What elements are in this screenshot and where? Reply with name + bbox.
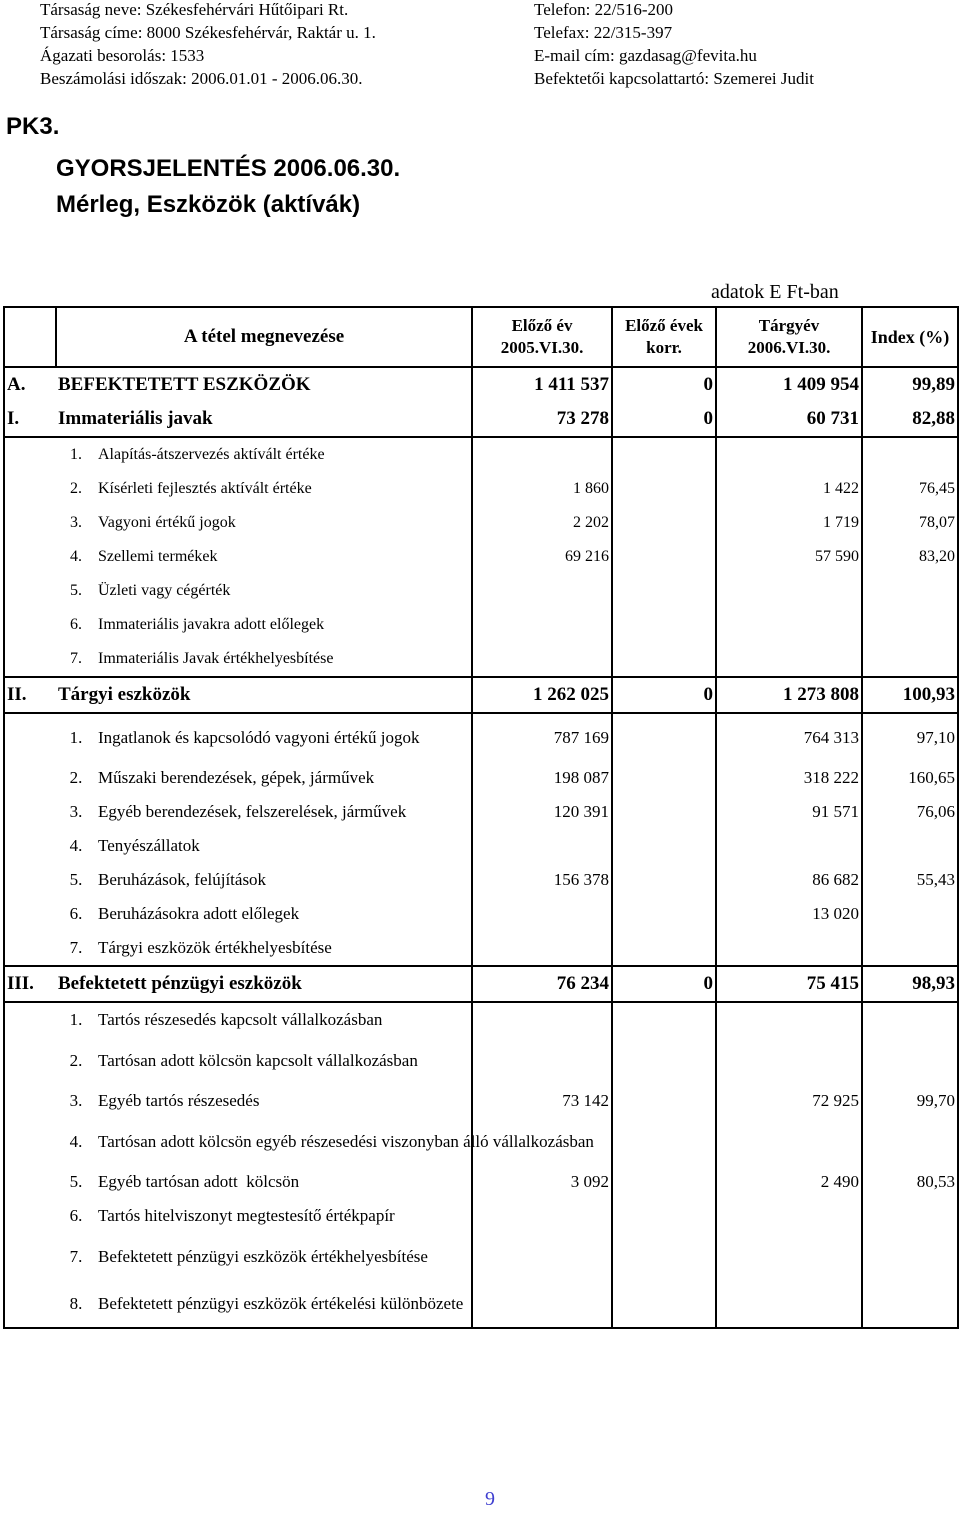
- table-cell: 6.: [70, 616, 82, 633]
- table-cell: [612, 1084, 716, 1118]
- table-cell: 1 262 025: [472, 677, 612, 713]
- table-cell: [472, 1037, 612, 1084]
- table-cell: [716, 829, 862, 863]
- table-row: [4, 437, 958, 472]
- table-cell: Egyéb tartósan adott kölcsön: [96, 1165, 472, 1199]
- table-cell: 91 571: [716, 795, 862, 829]
- table-cell: 76 234: [472, 966, 612, 1002]
- section-label: Befektetett pénzügyi eszközök: [56, 966, 472, 1002]
- table-cell: Tartósan adott kölcsön kapcsolt vállalkozásban: [96, 1037, 472, 1084]
- table-cell: 3 092: [472, 1165, 612, 1199]
- table-row: [4, 642, 958, 677]
- table-cell: 1 422: [716, 472, 862, 506]
- table-row: [4, 540, 958, 574]
- col-header-prev: [472, 307, 612, 367]
- table-row: [4, 761, 958, 795]
- table-row: [4, 829, 958, 863]
- table-cell: Üzleti vagy cégérték: [96, 574, 472, 608]
- table-cell: 1.: [69, 728, 83, 747]
- col-header-index: Index (%): [862, 307, 958, 367]
- table-cell: [612, 1002, 716, 1037]
- table-row: [4, 472, 958, 506]
- email: E-mail cím: gazdasag@fevita.hu: [534, 46, 757, 65]
- section-row-i: [4, 402, 958, 437]
- report-subtitle: Mérleg, Eszközök (aktívák): [56, 191, 361, 218]
- table-cell: [862, 642, 958, 677]
- table-cell: 2 202: [472, 506, 612, 540]
- table-cell: A.: [4, 367, 56, 402]
- table-cell: 75 415: [716, 966, 862, 1002]
- header-text: 2005.VI.30.: [500, 338, 584, 357]
- table-cell: [716, 574, 862, 608]
- table-cell: [472, 1199, 612, 1233]
- table-cell: 6.: [69, 904, 83, 923]
- table-cell: [862, 437, 958, 472]
- table-cell: [716, 642, 862, 677]
- table-cell: Beruházások, felújítások: [96, 863, 472, 897]
- table-cell: 83,20: [862, 540, 958, 574]
- table-cell: 787 169: [472, 713, 612, 761]
- table-cell: [612, 437, 716, 472]
- table-cell: 57 590: [716, 540, 862, 574]
- table-cell: 5.: [69, 1172, 83, 1191]
- table-cell: Kísérleti fejlesztés aktívált értéke: [96, 472, 472, 506]
- table-cell: [4, 540, 56, 574]
- table-cell: [612, 795, 716, 829]
- table-cell: [862, 1118, 958, 1165]
- table-cell: Egyéb tartós részesedés: [96, 1084, 472, 1118]
- table-cell: [4, 1233, 56, 1280]
- table-cell: 13 020: [716, 897, 862, 931]
- table-cell: [472, 931, 612, 966]
- company-info-left: [40, 0, 376, 90]
- section-row-a: [4, 367, 958, 402]
- table-cell: [472, 829, 612, 863]
- table-cell: [4, 863, 56, 897]
- table-cell: [4, 642, 56, 677]
- table-cell: Egyéb berendezések, felszerelések, járművek: [96, 795, 472, 829]
- table-cell: 4.: [70, 548, 82, 565]
- table-row: [4, 1037, 958, 1084]
- table-cell: 3.: [69, 1091, 83, 1110]
- table-cell: 0: [612, 966, 716, 1002]
- table-cell: [716, 1233, 862, 1280]
- table-cell: [4, 1002, 56, 1037]
- table-cell: 1.: [69, 1010, 83, 1029]
- table-cell: [612, 713, 716, 761]
- table-cell: 60 731: [716, 402, 862, 437]
- header-text: Tárgyév: [758, 316, 820, 335]
- sector-code: Ágazati besorolás: 1533: [40, 46, 205, 65]
- table-cell: [862, 574, 958, 608]
- table-cell: [862, 1280, 958, 1328]
- table-cell: 72 925: [716, 1084, 862, 1118]
- company-name: Társaság neve: Székesfehérvári Hűtőipari Rt.: [40, 0, 349, 19]
- table-cell: [716, 1118, 862, 1165]
- table-row: [4, 1165, 958, 1199]
- table-cell: [612, 574, 716, 608]
- table-cell: [612, 1037, 716, 1084]
- table-cell: Beruházásokra adott előlegek: [96, 897, 472, 931]
- table-cell: [472, 897, 612, 931]
- table-cell: [612, 931, 716, 966]
- table-cell: 764 313: [716, 713, 862, 761]
- report-title: GYORSJELENTÉS 2006.06.30.: [56, 155, 401, 182]
- table-cell: 2.: [70, 480, 82, 497]
- table-row: [4, 1199, 958, 1233]
- table-cell: [472, 574, 612, 608]
- table-cell: 3.: [70, 514, 82, 531]
- unit-note: adatok E Ft-ban: [711, 281, 839, 303]
- table-cell: 0: [612, 367, 716, 402]
- col-header-corr: [612, 307, 716, 367]
- table-cell: [862, 608, 958, 642]
- table-cell: 78,07: [862, 506, 958, 540]
- table-cell: [716, 608, 862, 642]
- table-cell: 1 273 808: [716, 677, 862, 713]
- section-label: Immateriális javak: [56, 402, 472, 437]
- table-cell: Tartós hitelviszonyt megtestesítő értékpapír: [96, 1199, 472, 1233]
- table-cell: 5.: [69, 870, 83, 889]
- table-cell: [4, 1199, 56, 1233]
- table-header: [4, 307, 958, 367]
- header-text: Előző év: [511, 316, 573, 335]
- table-cell: [862, 931, 958, 966]
- table-cell: [4, 307, 56, 367]
- table-cell: 5.: [70, 582, 82, 599]
- section-row-iii: [4, 966, 958, 1002]
- table-cell: [862, 829, 958, 863]
- phone: Telefon: 22/516-200: [534, 0, 674, 19]
- table-row: [4, 506, 958, 540]
- table-cell: [4, 608, 56, 642]
- table-cell: 1 409 954: [716, 367, 862, 402]
- table-cell: Vagyoni értékű jogok: [96, 506, 472, 540]
- table-cell: [4, 1165, 56, 1199]
- table-cell: [4, 1280, 56, 1328]
- col-header-name: A tétel megnevezése: [56, 307, 472, 367]
- table-cell: [4, 931, 56, 966]
- table-cell: [862, 1233, 958, 1280]
- table-cell: [612, 761, 716, 795]
- table-row: [4, 795, 958, 829]
- table-cell: Alapítás-átszervezés aktívált értéke: [96, 437, 472, 472]
- table-cell: [4, 437, 56, 472]
- table-cell: [4, 1118, 56, 1165]
- table-cell: Befektetett pénzügyi eszközök értékelési különbözete: [96, 1280, 472, 1328]
- table-cell: [716, 1199, 862, 1233]
- section-label: Tárgyi eszközök: [56, 677, 472, 713]
- header-text: korr.: [646, 338, 682, 357]
- table-cell: 2.: [69, 1051, 83, 1070]
- table-row: [4, 574, 958, 608]
- table-row: [4, 1118, 958, 1165]
- table-cell: Tartósan adott kölcsön egyéb részesedési viszonyban álló vállalkozásban: [96, 1118, 472, 1165]
- table-cell: [472, 1233, 612, 1280]
- table-cell: Immateriális Javak értékhelyesbítése: [96, 642, 472, 677]
- table-cell: [612, 1118, 716, 1165]
- table-cell: 198 087: [472, 761, 612, 795]
- table-cell: [612, 540, 716, 574]
- table-cell: 6.: [69, 1206, 83, 1225]
- table-cell: 80,53: [862, 1165, 958, 1199]
- table-cell: Tenyészállatok: [96, 829, 472, 863]
- table-cell: [4, 1084, 56, 1118]
- table-cell: 120 391: [472, 795, 612, 829]
- table-cell: Műszaki berendezések, gépek, járművek: [96, 761, 472, 795]
- table-cell: [612, 897, 716, 931]
- table-cell: 82,88: [862, 402, 958, 437]
- table-cell: Immateriális javakra adott előlegek: [96, 608, 472, 642]
- table-row: [4, 931, 958, 966]
- investor-contact: Befektetői kapcsolattartó: Szemerei Judit: [534, 69, 814, 88]
- table-row: [4, 1233, 958, 1280]
- table-cell: [612, 1199, 716, 1233]
- table-cell: [612, 1280, 716, 1328]
- table-cell: 1.: [70, 446, 82, 463]
- table-cell: [4, 713, 56, 761]
- table-cell: [612, 472, 716, 506]
- table-cell: 100,93: [862, 677, 958, 713]
- table-cell: [472, 1002, 612, 1037]
- table-cell: [4, 472, 56, 506]
- table-cell: [716, 1002, 862, 1037]
- table-cell: [472, 437, 612, 472]
- table-cell: [612, 829, 716, 863]
- table-cell: [4, 897, 56, 931]
- doc-code: PK3.: [6, 113, 60, 140]
- table-cell: 97,10: [862, 713, 958, 761]
- table-cell: [862, 1037, 958, 1084]
- table-cell: Szellemi termékek: [96, 540, 472, 574]
- table-cell: [612, 863, 716, 897]
- table-cell: 7.: [69, 1247, 83, 1266]
- table-cell: III.: [4, 966, 56, 1002]
- table-cell: [716, 1280, 862, 1328]
- table-cell: [862, 897, 958, 931]
- table-cell: [716, 931, 862, 966]
- section-label: BEFEKTETETT ESZKÖZÖK: [56, 367, 472, 402]
- table-cell: Ingatlanok és kapcsolódó vagyoni értékű jogok: [96, 713, 472, 761]
- page-number: 9: [485, 1488, 495, 1510]
- table-row: [4, 713, 958, 761]
- table-cell: 1 411 537: [472, 367, 612, 402]
- table-row: [4, 1002, 958, 1037]
- table-cell: [716, 1037, 862, 1084]
- table-row: [4, 897, 958, 931]
- table-cell: 4.: [69, 836, 83, 855]
- table-cell: 73 142: [472, 1084, 612, 1118]
- table-cell: [472, 608, 612, 642]
- table-cell: 99,89: [862, 367, 958, 402]
- header-text: Előző évek: [625, 316, 703, 335]
- table-row: [4, 863, 958, 897]
- table-cell: 7.: [56, 931, 96, 966]
- reporting-period: Beszámolási időszak: 2006.01.01 - 2006.06.30.: [40, 69, 363, 88]
- table-cell: [4, 829, 56, 863]
- table-cell: 1 860: [472, 472, 612, 506]
- table-row: [4, 1084, 958, 1118]
- table-cell: 73 278: [472, 402, 612, 437]
- table-row: [4, 1280, 958, 1328]
- table-cell: 76,45: [862, 472, 958, 506]
- table-cell: 318 222: [716, 761, 862, 795]
- table-cell: 99,70: [862, 1084, 958, 1118]
- table-cell: 2.: [69, 768, 83, 787]
- table-cell: [612, 1165, 716, 1199]
- table-cell: I.: [4, 402, 56, 437]
- table-cell: II.: [4, 677, 56, 713]
- table-cell: [862, 1199, 958, 1233]
- table-cell: [612, 608, 716, 642]
- table-cell: [4, 795, 56, 829]
- table-cell: [716, 437, 862, 472]
- table-cell: 160,65: [862, 761, 958, 795]
- table-cell: 8.: [56, 1280, 96, 1328]
- col-header-current: [716, 307, 862, 367]
- table-cell: [4, 506, 56, 540]
- table-cell: [612, 642, 716, 677]
- company-address: Társaság címe: 8000 Székesfehérvár, Raktár u. 1.: [40, 23, 376, 42]
- fax: Telefax: 22/315-397: [534, 23, 673, 42]
- table-cell: [4, 761, 56, 795]
- table-cell: 1 719: [716, 506, 862, 540]
- table-cell: [612, 1233, 716, 1280]
- table-cell: 86 682: [716, 863, 862, 897]
- table-cell: [472, 642, 612, 677]
- table-cell: 0: [612, 677, 716, 713]
- table-cell: [472, 1280, 612, 1328]
- company-info-right: [534, 0, 814, 90]
- table-cell: 156 378: [472, 863, 612, 897]
- table-cell: 98,93: [862, 966, 958, 1002]
- table-cell: 0: [612, 402, 716, 437]
- table-cell: 69 216: [472, 540, 612, 574]
- table-cell: [4, 1037, 56, 1084]
- table-cell: 3.: [69, 802, 83, 821]
- balance-sheet-table: [3, 306, 959, 1329]
- table-cell: [862, 1002, 958, 1037]
- table-cell: Tárgyi eszközök értékhelyesbítése: [96, 931, 472, 966]
- section-row-ii: [4, 677, 958, 713]
- table-cell: 2 490: [716, 1165, 862, 1199]
- table-cell: [4, 574, 56, 608]
- table-cell: 7.: [56, 642, 96, 677]
- table-row: [4, 608, 958, 642]
- table-cell: 55,43: [862, 863, 958, 897]
- table-cell: [612, 506, 716, 540]
- table-cell: 76,06: [862, 795, 958, 829]
- table-cell: Tartós részesedés kapcsolt vállalkozásban: [96, 1002, 472, 1037]
- header-text: 2006.VI.30.: [747, 338, 831, 357]
- table-cell: Befektetett pénzügyi eszközök értékhelyesbítése: [96, 1233, 472, 1280]
- table-cell: 4.: [69, 1132, 83, 1151]
